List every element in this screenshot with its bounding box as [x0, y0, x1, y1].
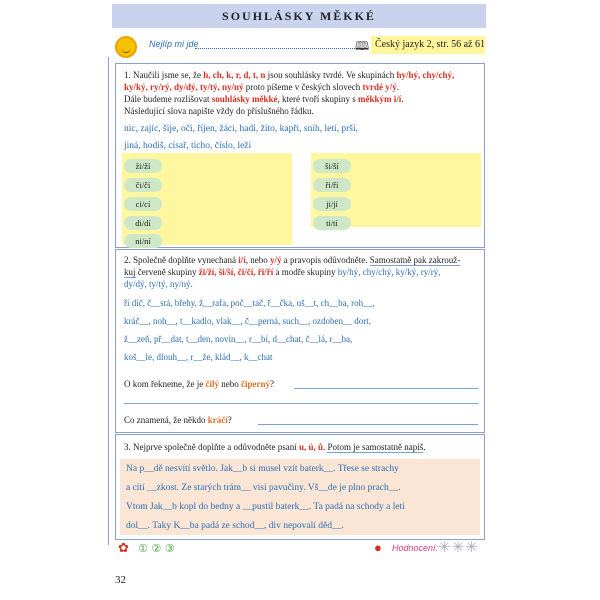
- text-line: Vtom Jak__b kopl do bedny a __pustil baterk__. Ta padá na schody a letí: [126, 502, 405, 512]
- answer-line[interactable]: [124, 403, 478, 404]
- exercise-1: [115, 63, 485, 248]
- text: y/ý: [269, 255, 282, 265]
- word-list: [116, 121, 484, 155]
- text: 2. Společně doplňte vynechaná: [124, 255, 239, 265]
- text: h, ch, k, r, d, t, n: [203, 70, 266, 80]
- text: nebo: [218, 379, 241, 389]
- text: Potom je samostatně napiš: [327, 442, 424, 452]
- fill-line-1: ří dič, č__stá, břehy, ž__rafa, poč__tač, ř__čka, uš__t, ch__ba, roh__,: [124, 298, 375, 308]
- text: Co znamená, že někdo: [124, 415, 208, 425]
- strawberry-icon: ●: [374, 540, 382, 555]
- page-number: 32: [115, 574, 126, 586]
- dictation-text: [120, 459, 480, 535]
- label-pill: ci/cí: [124, 197, 162, 211]
- book-icon: 🕮: [355, 39, 370, 53]
- instruction: Následující slova napište vždy do příslušného řádku.: [124, 106, 314, 116]
- text: měkkým i/í: [358, 94, 402, 104]
- words-line-1: nic, zajíc, šije, oči, říjen, žáci, hadi, žito, kapři, sníh, letí, prší,: [124, 124, 358, 134]
- text: .: [401, 94, 404, 104]
- label-pill: di/dí: [124, 216, 162, 230]
- label-pill: ši/ší: [313, 159, 351, 173]
- book-reference: Český jazyk 2, str. 56 až 61: [371, 36, 485, 54]
- answer-row[interactable]: [124, 213, 290, 227]
- text: 3. Nejprve společně doplňte a odůvodněte psaní: [124, 442, 299, 452]
- text: tvrdé y/ý: [362, 82, 397, 92]
- answer-row[interactable]: [313, 175, 479, 189]
- label-pill: ji/jí: [313, 197, 351, 211]
- text: ky/ký, ry/rý, dy/dý, ty/tý, ny/ný: [124, 82, 244, 92]
- evaluation-label: Hodnocení:: [392, 543, 439, 553]
- answer-row[interactable]: [124, 156, 290, 170]
- fill-line-3: ž__zeň, př__dat, t__den, novin__, r__bí, d__chat, č__lá, r__ba,: [124, 334, 353, 344]
- words-line-2: jiná, hodiš, císař, ticho, číslo, leží: [124, 141, 252, 151]
- text-line: dol__. Taky K__ba padá ze schod__, div nepovalí děd__.: [126, 521, 344, 531]
- fill-line-4: koš__le, dlouh__, r__že, klád__, k__chat: [124, 352, 273, 362]
- text-line: Na p__dě nesvítí světlo. Jak__b si musel vzít baterk__. Třese se strachy: [126, 464, 399, 474]
- text: ?: [269, 379, 274, 389]
- answer-row[interactable]: [124, 194, 290, 208]
- text: Samostatně pak zakrouž-: [369, 255, 461, 265]
- rating-circles[interactable]: ① ② ③: [138, 542, 175, 555]
- footer: [118, 540, 488, 558]
- text: kuj: [124, 267, 136, 277]
- text: souhlásky měkké: [211, 94, 278, 104]
- text: dy/dý, ty/tý, ny/ný.: [124, 279, 193, 289]
- text: a pravopis odůvodněte.: [281, 255, 370, 265]
- text: hy/hý, chy/chý,: [396, 70, 455, 80]
- text: , nebo: [245, 255, 270, 265]
- answer-row[interactable]: [124, 175, 290, 189]
- label-pill: či/čí: [124, 178, 162, 192]
- text: kráčí: [207, 415, 228, 425]
- text: O kom řekneme, že je: [124, 379, 206, 389]
- answer-line[interactable]: [294, 388, 478, 389]
- text: u, ú, ů: [298, 442, 323, 452]
- text: 1. Naučili jsme se, že: [124, 70, 204, 80]
- nej-label: Nejlíp mi jde: [149, 39, 199, 49]
- text: čiperný: [240, 379, 270, 389]
- text: jsou souhlásky tvrdé. Ve skupinách: [265, 70, 397, 80]
- text: proto píšeme v českých slovech: [243, 82, 363, 92]
- text: hy/hý, chy/chý, ky/ký, ry/rý,: [337, 267, 441, 277]
- page-title: SOUHLÁSKY MĚKKÉ: [112, 4, 486, 28]
- text: .: [396, 82, 399, 92]
- sun-icon: [115, 36, 137, 58]
- text: .: [423, 442, 426, 452]
- answer-line[interactable]: [258, 424, 478, 425]
- label-pill: ni/ní: [124, 234, 162, 248]
- text-line: a cítí __zkost. Ze starých trám__ visí pavučiny. Vš__de je plno prach__.: [126, 483, 401, 493]
- tulip-icon: ✿: [118, 540, 129, 555]
- text: a modře skupiny: [273, 267, 338, 277]
- label-pill: ži/ží: [124, 159, 162, 173]
- answer-row[interactable]: [313, 156, 479, 170]
- answer-row[interactable]: [313, 213, 479, 227]
- nej-line: [195, 48, 355, 49]
- text: červeně skupiny: [135, 267, 199, 277]
- label-pill: ti/tí: [313, 216, 351, 230]
- label-pill: ři/ří: [313, 178, 351, 192]
- text: ?: [227, 415, 232, 425]
- text: ži/ží, ši/ší, či/čí, ři/ří: [198, 267, 274, 277]
- text: .: [322, 442, 328, 452]
- answer-row[interactable]: [124, 231, 290, 245]
- answer-row[interactable]: [313, 194, 479, 208]
- text: i/í: [238, 255, 246, 265]
- text: čilý: [205, 379, 219, 389]
- fill-line-2: kráč__, noh__, t__kadlo, vlak__, č__perná, such__, ozdoben__ dort,: [124, 316, 371, 326]
- text: Dále budeme rozlišovat: [124, 94, 212, 104]
- exercise-2: [115, 249, 485, 433]
- star-rating[interactable]: ✳✳✳: [438, 538, 479, 556]
- text: , které tvoří skupiny s: [277, 94, 359, 104]
- header-row: [113, 36, 487, 58]
